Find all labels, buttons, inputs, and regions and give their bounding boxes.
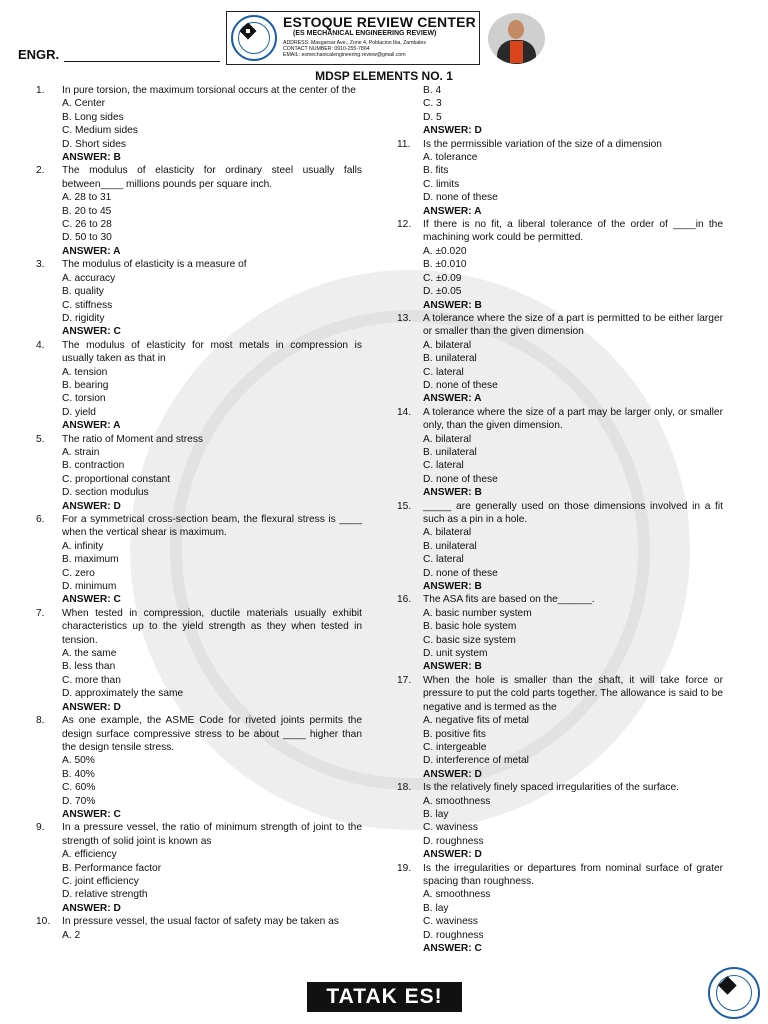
- question-block: [397, 500, 723, 594]
- question-number: 2.: [36, 165, 45, 177]
- question-text: _____ are generally used on those dimensions involved in a fit such as a pin in a hole.: [423, 500, 723, 525]
- answer-option: C. ±0.09: [423, 272, 462, 284]
- question-block: [36, 433, 362, 513]
- question-number: 18.: [397, 782, 412, 794]
- answer-option: C. 26 to 28: [62, 219, 112, 231]
- footer-logo-icon: [708, 967, 760, 1019]
- answer-option: C. torsion: [62, 393, 106, 405]
- answer-option: A. infinity: [62, 540, 104, 552]
- answer-option: D. section modulus: [62, 487, 149, 499]
- answer-option: C. Medium sides: [62, 125, 138, 137]
- answer-option: C. waviness: [423, 822, 478, 834]
- answer-option: D. interference of metal: [423, 755, 529, 767]
- question-block: [397, 218, 723, 312]
- question-block: [397, 312, 723, 406]
- engr-label: ENGR.: [18, 47, 60, 62]
- answer-option: A. Center: [62, 98, 106, 110]
- answer-key: ANSWER: A: [62, 420, 121, 432]
- answer-option: B. positive fits: [423, 728, 486, 740]
- answer-option: B. fits: [423, 165, 449, 177]
- question-block: [36, 339, 362, 433]
- question-text: In a pressure vessel, the ratio of minimum strength of joint to the strength of solid joint is known as: [62, 822, 362, 847]
- question-block: [36, 821, 362, 915]
- question-number: 3.: [36, 259, 45, 271]
- answer-key: ANSWER: D: [62, 500, 121, 512]
- answer-option: C. 60%: [62, 782, 96, 794]
- answer-option: D. relative strength: [62, 889, 148, 901]
- center-contact: CONTACT NUMBER: 0910-255-7864: [283, 46, 370, 52]
- question-text: A tolerance where the size of a part is permitted to be either larger or smaller than the given dimension: [423, 312, 723, 338]
- page-title: MDSP ELEMENTS NO. 1: [315, 69, 453, 83]
- question-text: A tolerance where the size of a part may be larger only, or smaller only, than the given dimension.: [423, 406, 723, 432]
- header-banner: [226, 11, 480, 65]
- answer-key: ANSWER: D: [423, 768, 482, 780]
- question-text: When tested in compression, ductile materials usually exhibit characteristics up to the yield strength as they when tested in tension.: [62, 607, 362, 646]
- answer-key: ANSWER: D: [62, 701, 121, 713]
- answer-option: D. 70%: [62, 795, 96, 807]
- answer-key: ANSWER: D: [423, 849, 482, 861]
- answer-option: D. 5: [423, 111, 442, 123]
- question-block: [36, 915, 362, 942]
- question-block: [36, 607, 362, 714]
- question-block: [397, 674, 723, 781]
- answer-option: B. unilateral: [423, 446, 477, 458]
- question-number: 1.: [36, 85, 45, 96]
- answer-option: A. 50%: [62, 755, 95, 767]
- answer-option: B. 20 to 45: [62, 205, 112, 217]
- question-text: Is the irregularities or departures from nominal surface of grater spacing than roughness.: [423, 862, 723, 887]
- answer-key: ANSWER: B: [423, 581, 482, 593]
- answer-option: B. unilateral: [423, 540, 477, 552]
- answer-key: ANSWER: C: [423, 943, 482, 954]
- answer-option: B. less than: [62, 661, 116, 673]
- answer-option: C. intergeable: [423, 741, 487, 753]
- answer-option: D. none of these: [423, 473, 498, 485]
- answer-key: ANSWER: B: [423, 487, 482, 499]
- question-text: Is the relatively finely spaced irregularities of the surface.: [423, 782, 679, 794]
- question-text: In pressure vessel, the usual factor of safety may be taken as: [62, 916, 339, 928]
- center-name: ESTOQUE REVIEW CENTER: [283, 14, 476, 30]
- answer-option: A. efficiency: [62, 849, 117, 861]
- question-block: [397, 84, 723, 138]
- question-block: [36, 714, 362, 821]
- question-text: If there is no fit, a liberal tolerance of the order of ____in the machining work could be permitted.: [423, 219, 723, 244]
- avatar: [488, 13, 545, 64]
- question-block: [397, 593, 723, 673]
- answer-option: A. smoothness: [423, 889, 491, 901]
- answer-option: B. ±0.010: [423, 259, 467, 271]
- answer-option: D. approximately the same: [62, 688, 184, 700]
- answer-option: A. tension: [62, 366, 108, 378]
- answer-option: C. lateral: [423, 366, 464, 378]
- question-block: [397, 862, 723, 956]
- center-subtitle: (ES MECHANICAL ENGINEERING REVIEW): [293, 30, 437, 37]
- answer-option: C. more than: [62, 674, 121, 686]
- question-text: The modulus of elasticity for ordinary steel usually falls between____ millions pounds per square inch.: [62, 165, 362, 190]
- question-block: [397, 781, 723, 861]
- answer-option: A. negative fits of metal: [423, 715, 529, 727]
- question-number: 12.: [397, 219, 412, 231]
- question-text: The modulus of elasticity is a measure of: [62, 259, 247, 271]
- tatak-es-badge: TATAK ES!: [307, 982, 462, 1012]
- answer-option: B. quality: [62, 286, 104, 298]
- question-number: 4.: [36, 339, 45, 351]
- answer-option: B. Long sides: [62, 111, 124, 123]
- answer-key: ANSWER: D: [423, 125, 482, 137]
- answer-option: C. joint efficiency: [62, 875, 139, 887]
- answer-option: B. contraction: [62, 460, 125, 472]
- answer-option: B. basic hole system: [423, 621, 517, 633]
- answer-option: D. none of these: [423, 192, 498, 204]
- answer-option: A. accuracy: [62, 272, 116, 284]
- question-block: [397, 138, 723, 218]
- answer-option: A. bilateral: [423, 527, 472, 539]
- answer-key: ANSWER: B: [62, 152, 121, 164]
- question-block: [36, 164, 362, 258]
- answer-option: B. lay: [423, 902, 449, 914]
- answer-option: A. ±0.020: [423, 245, 467, 257]
- left-question-column: [36, 84, 362, 942]
- answer-option: A. smoothness: [423, 795, 491, 807]
- answer-option: B. maximum: [62, 554, 119, 566]
- question-block: [36, 258, 362, 338]
- answer-option: B. 4: [423, 85, 442, 96]
- answer-option: A. bilateral: [423, 339, 472, 351]
- center-email: EMAIL: esmechanicalengineering.review@gmail.com: [283, 52, 406, 58]
- answer-key: ANSWER: A: [62, 245, 121, 257]
- answer-key: ANSWER: A: [423, 393, 482, 405]
- answer-option: A. 28 to 31: [62, 192, 112, 204]
- question-block: [36, 513, 362, 607]
- center-address: ADDRESS: Masgarsar Ave., Zone 4, Poblacion Iba, Zambales: [283, 40, 426, 46]
- question-number: 14.: [397, 406, 412, 418]
- question-number: 5.: [36, 433, 45, 445]
- answer-option: D. unit system: [423, 648, 488, 660]
- answer-option: C. basic size system: [423, 634, 516, 646]
- answer-key: ANSWER: B: [423, 299, 482, 311]
- answer-option: C. limits: [423, 178, 460, 190]
- answer-option: D. yield: [62, 406, 96, 418]
- answer-key: ANSWER: D: [62, 902, 121, 914]
- question-text: The modulus of elasticity for most metals in compression is usually taken as that in: [62, 339, 362, 365]
- answer-option: C. proportional constant: [62, 473, 171, 485]
- answer-option: A. 2: [62, 929, 81, 941]
- answer-option: D. ±0.05: [423, 286, 462, 298]
- answer-option: D. Short sides: [62, 138, 126, 150]
- answer-key: ANSWER: C: [62, 808, 121, 820]
- answer-key: ANSWER: C: [62, 594, 121, 606]
- question-number: 7.: [36, 607, 45, 619]
- answer-option: B. bearing: [62, 379, 109, 391]
- question-number: 10.: [36, 916, 51, 928]
- answer-key: ANSWER: C: [62, 326, 121, 338]
- answer-option: A. bilateral: [423, 433, 472, 445]
- answer-option: B. Performance factor: [62, 862, 162, 874]
- answer-option: D. none of these: [423, 567, 498, 579]
- answer-option: C. lateral: [423, 460, 464, 472]
- question-text: Is the permissible variation of the size of a dimension: [423, 138, 662, 150]
- answer-option: A. strain: [62, 446, 100, 458]
- question-number: 19.: [397, 862, 412, 874]
- question-block: [397, 406, 723, 500]
- answer-option: C. zero: [62, 567, 95, 579]
- answer-option: A. basic number system: [423, 607, 532, 619]
- question-number: 15.: [397, 500, 412, 512]
- answer-option: C. stiffness: [62, 299, 113, 311]
- answer-option: A. the same: [62, 648, 117, 660]
- name-blank-line: [64, 61, 220, 62]
- question-text: As one example, the ASME Code for riveted joints permits the design surface compressive stress to be about ____ higher than the design tensile stress.: [62, 715, 362, 753]
- answer-option: D. rigidity: [62, 312, 105, 324]
- answer-option: C. waviness: [423, 916, 478, 928]
- answer-option: D. roughness: [423, 929, 484, 941]
- question-text: The ratio of Moment and stress: [62, 433, 203, 445]
- answer-option: C. 3: [423, 98, 442, 110]
- answer-option: D. roughness: [423, 835, 484, 847]
- answer-option: D. 50 to 30: [62, 232, 112, 244]
- answer-key: ANSWER: B: [423, 661, 482, 673]
- question-text: In pure torsion, the maximum torsional occurs at the center of the: [62, 85, 356, 96]
- answer-option: D. none of these: [423, 379, 498, 391]
- question-number: 8.: [36, 715, 45, 727]
- answer-option: A. tolerance: [423, 152, 478, 164]
- review-center-logo-icon: [231, 15, 277, 61]
- answer-key: ANSWER: A: [423, 205, 482, 217]
- answer-option: B. lay: [423, 808, 449, 820]
- question-number: 13.: [397, 312, 412, 324]
- question-number: 17.: [397, 674, 412, 686]
- right-question-column: [397, 84, 723, 955]
- answer-option: D. minimum: [62, 581, 117, 593]
- question-number: 11.: [397, 138, 411, 150]
- answer-option: B. unilateral: [423, 353, 477, 365]
- question-block: [36, 84, 362, 164]
- question-text: When the hole is smaller than the shaft, it will take force or pressure to put the cold parts together. The allowance is said to be negative and is termed as the: [423, 674, 723, 713]
- question-number: 6.: [36, 514, 45, 525]
- answer-option: C. lateral: [423, 554, 464, 566]
- answer-option: B. 40%: [62, 768, 95, 780]
- question-text: For a symmetrical cross-section beam, the flexural stress is ____ when the vertical shear is maximum.: [62, 514, 362, 539]
- question-text: The ASA fits are based on the______.: [423, 594, 595, 606]
- question-number: 9.: [36, 822, 45, 834]
- question-number: 16.: [397, 594, 412, 606]
